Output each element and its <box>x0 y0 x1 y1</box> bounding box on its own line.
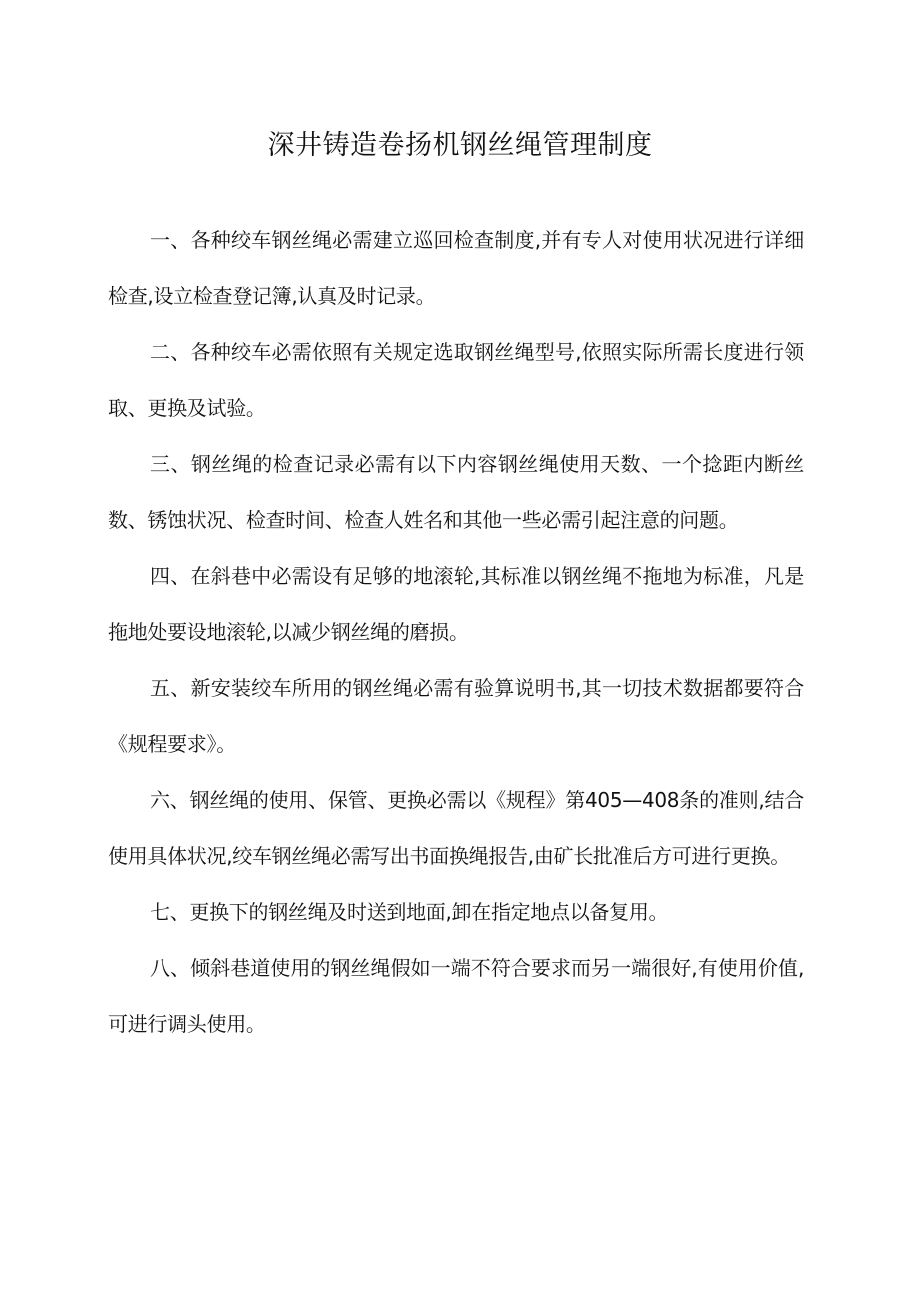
paragraph-2: 二、各种绞车必需依照有关规定选取钢丝绳型号,依照实际所需长度进行领取、更换及试验。 <box>108 340 804 420</box>
paragraph-1: 一、各种绞车钢丝绳必需建立巡回检查制度,并有专人对使用状况进行详细检查,设立检查登记簿,认真及时记录。 <box>108 228 804 308</box>
paragraph-7: 七、更换下的钢丝绳及时送到地面,卸在指定地点以备复用。 <box>150 900 669 924</box>
paragraph-6: 六、钢丝绳的使用、保管、更换必需以《规程》第405—408条的准则,结合使用具体状况,绞车钢丝绳必需写出书面换绳报告,由矿长批准后方可进行更换。 <box>108 788 804 868</box>
paragraph-8: 八、倾斜巷道使用的钢丝绳假如一端不符合要求而另一端很好,有使用价值,可进行调头使用。 <box>108 956 804 1036</box>
document-body <box>108 212 804 1052</box>
paragraph-4: 四、在斜巷中必需设有足够的地滚轮,其标准以钢丝绳不拖地为标准，凡是拖地处要设地滚轮,以减少钢丝绳的磨损。 <box>108 564 804 644</box>
document-title: 深井铸造卷扬机钢丝绳管理制度 <box>267 130 653 161</box>
paragraph-5: 五、新安装绞车所用的钢丝绳必需有验算说明书,其一切技术数据都要符合《规程要求》。 <box>108 676 804 756</box>
paragraph-3: 三、钢丝绳的检查记录必需有以下内容钢丝绳使用天数、一个捻距内断丝数、锈蚀状况、检查时间、检查人姓名和其他一些必需引起注意的问题。 <box>108 452 804 532</box>
